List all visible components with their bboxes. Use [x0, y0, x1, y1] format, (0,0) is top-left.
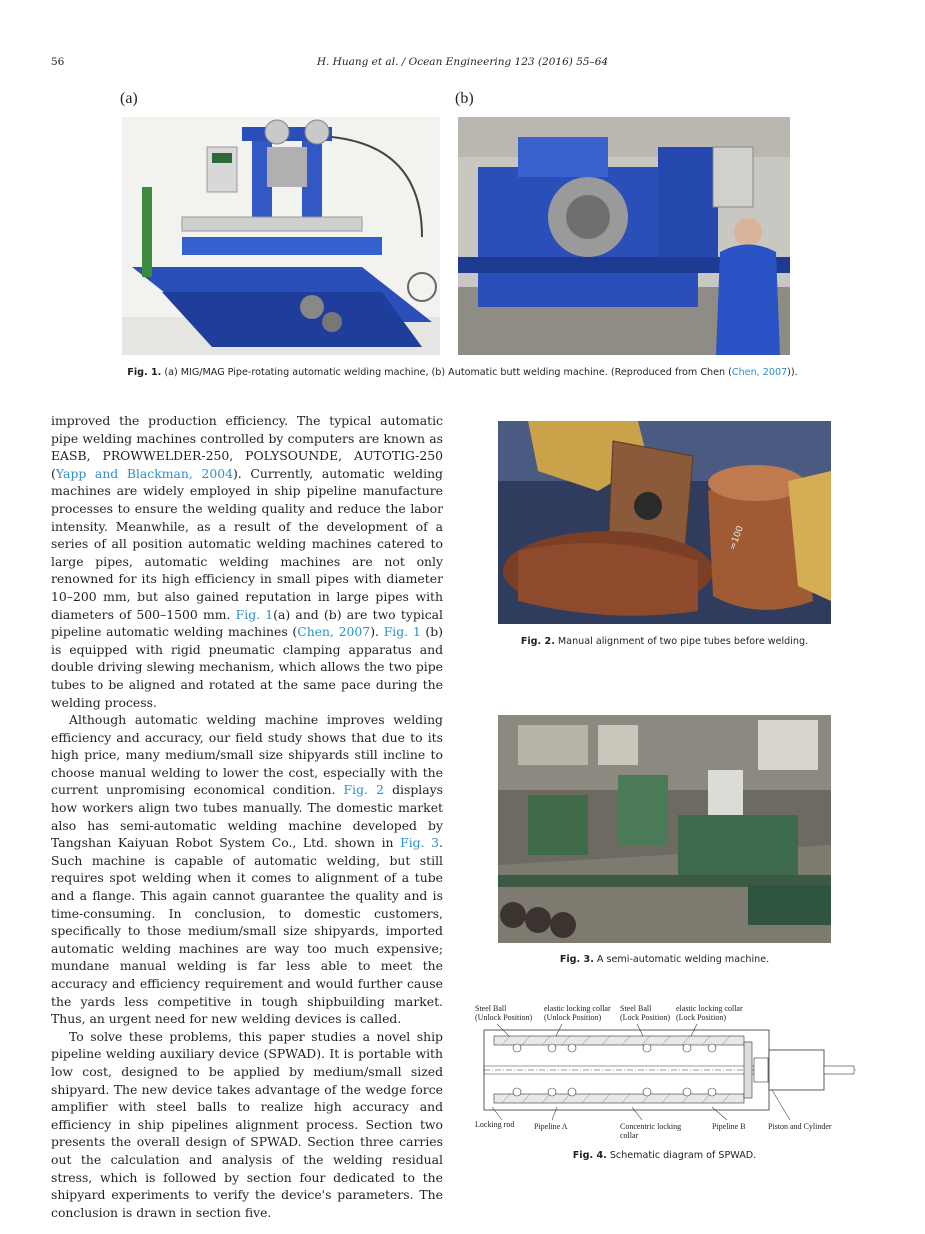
fig4-caption-text: Schematic diagram of SPWAD. — [609, 1150, 757, 1161]
label-pipeline-b: Pipeline B — [712, 1122, 746, 1131]
fig2-caption — [498, 636, 831, 647]
fig4-caption-label: Fig. 4. — [572, 1150, 607, 1161]
fig1-label-b: (b) — [455, 90, 474, 107]
ref-fig3[interactable]: Fig. 3 — [400, 835, 440, 851]
ref-fig1-a[interactable]: Fig. 1 — [235, 606, 274, 622]
label-steel-ball-unlock: Steel Ball (Unlock Position) — [475, 1004, 533, 1022]
svg-text:=100: =100 — [728, 524, 746, 552]
fig1-caption-link[interactable]: Chen, 2007 — [731, 367, 788, 378]
page-number: 56 — [51, 56, 65, 68]
fig4-schematic — [472, 1000, 862, 1145]
paragraph-2 — [51, 711, 443, 1028]
fig1-label-a: (a) — [120, 90, 138, 107]
p1-text-a: improved the production efficiency. The typical automatic pipe welding machines controlled by computers are known as EASB, PROWWELDER-250, POLYSOUNDE, AUTOTIG-250 ( — [51, 413, 443, 481]
fig4-drawing — [472, 1022, 862, 1122]
paragraph-3: To solve these problems, this paper studies a novel ship pipeline welding auxiliary device (SPWAD). It is portable with low cost, designed to be applied by medium/small sized shipyard. The new device takes advantage of the wedge force amplifier with steel balls to realize high accuracy and efficiency in ship pipelines alignment process. Section two presents the overall design of SPWAD. Section three carries out the calculation and analysis of the welding residual stress, which is followed by section four dedicated to the shipyard experiments to verify the device's parameters. The conclusion is drawn in section five. — [51, 1028, 443, 1220]
fig4-caption — [498, 1150, 831, 1161]
p2-text-a: Although automatic welding machine improves welding efficiency and accuracy, our field study shows that due to its high price, many medium/small size shipyards still incline to choose manual welding to lower the cost, especially with the current unpromising economical condition. — [51, 712, 443, 798]
p2-text-b: displays how workers align two tubes manually. The domestic market also has semi-automatic welding machine developed by Tangshan Kaiyuan Robot System Co., Ltd. shown in — [51, 782, 443, 851]
fig3-caption-text: A semi-automatic welding machine. — [596, 954, 770, 965]
running-title: H. Huang et al. / Ocean Engineering 123 (2016) 55–64 — [316, 56, 609, 68]
p1-text-c: (a) and (b) are two typical pipeline automatic welding machines ( — [51, 606, 443, 640]
paragraph-1 — [51, 412, 443, 711]
fig1-caption-end: )). — [787, 367, 798, 378]
fig1-caption-label: Fig. 1. — [127, 367, 162, 378]
fig1a-photo — [122, 117, 440, 355]
fig2-caption-text: Manual alignment of two pipe tubes before welding. — [557, 636, 809, 647]
ref-fig2[interactable]: Fig. 2 — [343, 782, 384, 798]
fig3-photo — [498, 715, 831, 943]
p1-text-b: ). Currently, automatic welding machines are widely employed in ship pipeline manufacture processes to ensure the welding quality and reduce the labor intensity. Meanwhile, as a result of the development of a series of all position automatic welding machines catered to large pipes, automatic welding machines are not only renowned for its high efficiency in small pipes with diameter 10–200 mm, but also gained reputation in large pipes with diameters of 500–1500 mm. — [51, 465, 443, 622]
label-collar-unlock: elastic locking collar (Unlock Position) — [544, 1004, 611, 1022]
p2-text-c: . Such machine is capable of automatic welding, but still requires spot welding when it comes to alignment of a tube and a flange. This again cannot guarantee the quality and is time-consuming. In conclusion, to domestic customers, specifically to those medium/small size shipyards, imported automatic welding machines are way too much expensive; mundane manual welding is far less able to meet the accuracy and efficiency requirement and would further cause the yards less competitive in tough shipbuilding market. Thus, an urgent need for new welding devices is called. — [51, 835, 443, 1027]
p1-text-e: (b) is equipped with rigid pneumatic clamping apparatus and double driving slewing mechanism, which allows the two pipe tubes to be aligned and rotated at the same pace during the welding process. — [51, 624, 443, 710]
fig1b-photo — [458, 117, 790, 355]
label-locking-rod: Locking rod — [475, 1120, 515, 1129]
body-text — [51, 412, 443, 1221]
label-pipeline-a: Pipeline A — [534, 1122, 568, 1131]
fig1-caption — [0, 367, 925, 378]
label-steel-ball-lock: Steel Ball (Lock Position) — [620, 1004, 670, 1022]
label-piston-cylinder: Piston and Cylinder — [768, 1122, 832, 1131]
p1-text-d: ). — [370, 624, 384, 640]
fig2-caption-label: Fig. 2. — [520, 636, 555, 647]
ref-fig1-b[interactable]: Fig. 1 — [383, 624, 421, 640]
fig1-caption-text: (a) MIG/MAG Pipe-rotating automatic welding machine, (b) Automatic butt welding machine. (Reproduced from Chen ( — [164, 367, 732, 378]
label-collar-lock: elastic locking collar (Lock Position) — [676, 1004, 743, 1022]
fig3-caption-label: Fig. 3. — [559, 954, 594, 965]
fig3-caption — [498, 954, 831, 965]
ref-chen-2007[interactable]: Chen, 2007 — [297, 624, 371, 640]
fig2-photo — [498, 421, 831, 624]
label-concentric-collar: Concentric locking collar — [620, 1122, 682, 1140]
ref-yapp-blackman[interactable]: Yapp and Blackman, 2004 — [55, 465, 233, 481]
